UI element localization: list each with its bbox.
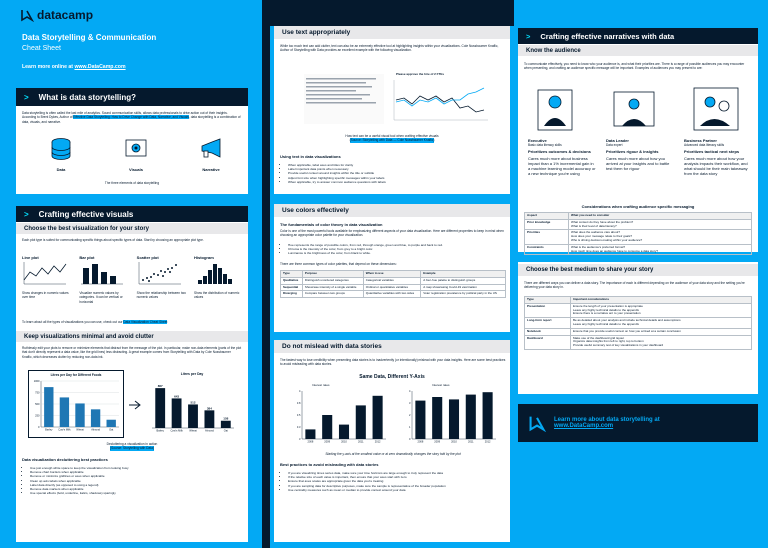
text-heading: Use text appropriately — [274, 26, 510, 39]
what-body: Data storytelling is often called the last mile of analytics. Sound communication skills, allows data professionals to drive action out of their insights. According to Brent Dykes, Author of Effective Data Storytelling: How to Drive Change with Data, Narrative, and Visuals, data storytelling is a combination of data, visuals, and narrative. — [22, 111, 241, 124]
table-row: Qualitative Distinguish unordered categories Categorical variables A four-hue palette to distinguish groups — [281, 277, 506, 284]
data-label: 512 — [190, 400, 196, 405]
tick-label: 1 — [409, 426, 411, 429]
learn-more-line: Learn more online at www.DataCamp.com — [22, 64, 126, 70]
audience-illustrations — [524, 82, 752, 134]
visuals-more: To learn about all the types of visualizations you can use, check out our Data Visualization Cheat Sheet — [22, 320, 168, 324]
column-divider — [262, 0, 270, 548]
business-partner-illustration — [694, 88, 738, 130]
table-header-row: Type Purpose When to use Example — [281, 271, 506, 278]
mislead-right-label: Interest rates — [432, 383, 450, 387]
category-label: 2008 — [417, 440, 424, 444]
table-row: Priorities What does the audience care about? How does your message relate to their goals? Who is driving decision-making within your audience? — [525, 230, 752, 244]
category-label: Barley — [156, 429, 164, 433]
executive-illustration — [538, 90, 572, 130]
category-label: Oat — [223, 429, 228, 433]
data-label: 867 — [157, 384, 163, 389]
category-label: Almond — [205, 429, 214, 433]
bar — [483, 392, 493, 439]
bar — [60, 397, 69, 427]
list-item: • If you are sampling data for descriptive purposes, make sure the sample is representative of the broader population — [288, 484, 506, 488]
list-item: • When applicable, try to answer common audience questions with labels — [288, 180, 506, 184]
tick-label: 2 — [409, 414, 411, 417]
bar — [466, 395, 476, 439]
category-label: Barley — [45, 428, 53, 432]
audience-business-partner: Business Partner Advanced data literacy skills Prioritizes tactical next steps Cares much more about how your analysis impacts their workflow, and what should be their main takeaway from the data story — [684, 138, 748, 177]
mislead-heading: Do not mislead with data stories — [274, 340, 510, 353]
visuals-subheading: Choose the best visualization for your story — [16, 223, 248, 234]
datacamp-logo[interactable] — [20, 8, 93, 22]
bar — [172, 398, 182, 428]
list-item: • If you are visualizing times series data, make sure your time horizons are large enough to truly represent the data — [288, 471, 506, 475]
tick-label: 1000 — [33, 380, 40, 383]
list-item: • Luminance is the brightness of the color, from black to white. — [288, 251, 506, 255]
text-example-chart — [300, 70, 490, 128]
audience-subheading: Know the audience — [518, 45, 758, 56]
three-elements — [36, 136, 236, 172]
zero-axis-chart — [400, 388, 500, 446]
list-item: • When applicable, label axes and titles for clarity — [288, 163, 506, 167]
truncated-axis-chart — [290, 388, 390, 446]
megaphone-icon — [198, 136, 224, 162]
cluttered-chart-title: Litres per Day for Different Foods — [50, 373, 102, 377]
category-label: Wheat — [189, 429, 197, 433]
line-plot-icon — [22, 260, 68, 286]
category-label: Cow's Milk — [58, 428, 71, 432]
tick-label: 3 — [409, 402, 411, 405]
mislead-left-label: Interest rates — [312, 383, 330, 387]
bar — [415, 401, 425, 439]
tick-label: 0 — [409, 438, 411, 441]
visuals-intro: Each plot type is suited for communicating specific things about specific types of data. Start by choosing an appropriate plot type. — [22, 238, 204, 242]
element-narrative: Narrative — [186, 136, 236, 172]
plot-types — [22, 255, 244, 304]
table-row: Notebook Ensure that you provide useful context on how you arrived at a certain conclusion — [525, 328, 752, 335]
what-heading: > What is data storytelling? — [16, 88, 248, 106]
data-label: 384 — [206, 406, 212, 411]
chevron-icon: > — [526, 31, 531, 41]
bar — [322, 415, 332, 439]
table-row: Presentation Ensure the length of your presentation is appropriate Leave any highly technical details to the appendix Ensure there is a narrative arc to your presentation — [525, 303, 752, 317]
list-item: • Remove data markers when applicable — [30, 487, 242, 491]
tick-label: 3 — [299, 438, 301, 441]
scatter-plot-icon — [137, 260, 183, 286]
audience-intro: To communicate effectively, you need to know who your audience is, and what their priorities are. There is a range of possible audiences you may encounter when presenting, and crafting an audience specific message will be important. Examples of audiences you may present to are: — [524, 62, 745, 71]
list-item: • Chroma is the intensity of the color, from grey to a bright color. — [288, 247, 506, 251]
decluttered-chart-title: Litres per Day — [180, 372, 204, 376]
database-icon — [48, 136, 74, 162]
list-item: • Provide useful context around insights within the title or subtitle — [288, 171, 506, 175]
medium-intro: There are different ways you can deliver a data story. The importance of each is different depending on the audience of your data story and the setting you're delivering your data story in. — [524, 281, 745, 290]
decluttered-chart — [146, 370, 238, 438]
text-best-title: Using text in data visualizations — [280, 154, 341, 159]
bar — [44, 387, 53, 427]
viz-cheatsheet-link[interactable]: Data Visualization Cheat Sheet — [123, 320, 168, 324]
tick-label: 500 — [35, 403, 40, 406]
declutter-best-list — [22, 466, 242, 495]
list-item: • Ensure that axes scales are appropriate given the data you're treating — [288, 479, 506, 483]
list-item: • Label important data points when necessary — [288, 167, 506, 171]
list-item: • Adjust font size when highlighting specific messages within your labels — [288, 176, 506, 180]
tick-label: 4 — [299, 390, 301, 393]
declutter-subheading: Keep visualizations minimal and avoid clutter — [16, 331, 248, 342]
list-item: • Use just enough white space to keep the visualization from looking busy — [30, 466, 242, 470]
bar — [305, 429, 315, 439]
table-row: Dashboard Make use of the dashboard grid layout Organize data insights from left to right, top to bottom Provide useful summary text of key visualizations in your dashboard — [525, 335, 752, 349]
bar — [204, 410, 214, 428]
table-row: Diverging Compare between two groups Quantitative variables with two sides Voter registration prevalence by political party in the US — [281, 291, 506, 298]
bar — [432, 397, 442, 439]
decluttered-bar-chart — [146, 376, 238, 436]
data-leader-illustration — [614, 92, 654, 126]
list-item: • Label data directly (as opposed to using a legend) — [30, 483, 242, 487]
table-header-row: Type Important considerations — [525, 297, 752, 304]
audience-types — [528, 138, 752, 176]
colors-fund-body: Color is one of the most powerful tools available for emphasizing different aspects of your data visualization. Here are different properties to keep in mind when choosing an appropriate color palette for your visualization. — [280, 229, 504, 238]
category-label: 2012 — [484, 440, 491, 444]
table-row: Prior knowledge What context do they have about the problem? What is their level of data literacy? — [525, 219, 752, 230]
audience-executive: Executive Basic data literacy skills Prioritizes outcomes & decisions Cares much more about business impact than a 1% incremental gain in a machine learning model accuracy or a new technique you're using — [528, 138, 596, 177]
declutter-intro: Ruthlessly edit your plots to remove or minimize elements that distract from the message of the plot. In particular, make non-data elements (parts of the plot that don't directly represent a data value, like the grid lines) less distracting. A great example comes from Storytelling with Data by Cole Nussbaumer Knaflic, which decreases clutter by reducing non-data ink. — [22, 346, 242, 359]
element-visuals: Visuals — [111, 136, 161, 172]
footer-link[interactable]: www.DataCamp.com — [554, 423, 614, 429]
colors-props — [280, 243, 506, 256]
plot-type-scatter: Scatter plot Show the relationship between two numeric values — [136, 255, 186, 300]
datacamp-icon — [20, 8, 34, 22]
bar — [91, 409, 100, 427]
learn-more-link[interactable]: www.DataCamp.com — [74, 64, 126, 70]
colors-fund-title: The fundamentals of color theory in data visualization — [280, 222, 383, 227]
bar — [373, 396, 383, 439]
audience-illustration — [524, 82, 752, 134]
category-label: 2010 — [451, 440, 457, 444]
text-chart-title: Please approve the hire of 2 FTEs — [396, 72, 445, 76]
arrow-right-icon — [128, 400, 142, 410]
bar — [107, 420, 116, 427]
bar — [75, 403, 84, 427]
tick-label: 3.3 — [296, 426, 301, 429]
elements-caption: The three elements of data storytelling — [104, 181, 160, 185]
medium-subheading: Choose the best medium to share your story — [518, 264, 758, 276]
tick-label: 4 — [409, 390, 411, 393]
considerations-title: Considerations when crafting audience specific messaging — [581, 204, 695, 209]
tick-label: 250 — [35, 414, 40, 418]
plot-type-bar: Bar plot Visualize numeric values by categories. It can be vertical or horizontal — [79, 255, 129, 304]
category-label: Wheat — [76, 428, 84, 432]
audience-data-leader: Data Leader Data expert Prioritizes rigour & insights Cares much more about how you arrived at your insights and to battle test them for rigour — [606, 138, 670, 172]
category-label: 2012 — [374, 440, 381, 444]
mislead-chart-title: Same Data, Different Y-Axis — [359, 374, 425, 380]
data-label: 643 — [174, 394, 180, 399]
cluttered-bar-chart — [29, 377, 123, 435]
declutter-caption: Decluttering a visualization in action (Source: Storytelling with Data) — [106, 442, 158, 451]
text-intro: While too much text can add clutter, text can also be an extremely effective tool at highlighting insights within your visualizations. Cole Nussbaumer Knaflic, Author of Storytelling with Data provides an excellent example with the following visualization. — [280, 44, 499, 53]
mislead-best-title: Best practices to avoid misleading with data stories — [280, 462, 379, 467]
list-item: • Remove chart borders when applicable — [30, 470, 242, 474]
category-label: Oat — [109, 428, 114, 432]
medium-table — [524, 296, 752, 350]
palette-table — [280, 270, 506, 298]
considerations-table — [524, 212, 752, 255]
chevron-icon: > — [24, 209, 29, 219]
category-label: 2011 — [468, 440, 474, 444]
category-label: 2010 — [341, 440, 347, 444]
colors-scales-intro: There are three common types of color palettes, that depend on these dimensions: — [280, 262, 397, 266]
bar — [449, 399, 459, 439]
plot-type-line: Line plot Show changes in numeric values over time — [22, 255, 69, 300]
list-item: • Use centrality measures such as mean or median to provide context around your data — [288, 488, 506, 492]
mislead-caption: Starting the y-axis at the smallest value or at zero dramatically changes the story told by the plot — [325, 452, 461, 456]
histogram-icon — [194, 260, 240, 286]
table-row: Constraints What is the audience's preferred format? How much time does an audience have to consume a data story? — [525, 244, 752, 255]
page-title: Data Storytelling & Communication — [22, 33, 157, 42]
tick-label: 0 — [38, 426, 40, 429]
bar — [221, 421, 231, 428]
list-item: • Hue represents the range of possible colors, from red, through orange, green and blue, to purple and back to red. — [288, 243, 506, 247]
narrative-heading: > Crafting effective narratives with data — [518, 28, 758, 44]
bar-plot-icon — [79, 260, 125, 286]
colors-heading: Use colors effectively — [274, 204, 510, 217]
plot-type-histogram: Histogram Show the distribution of numeric values — [193, 255, 240, 300]
category-label: 2011 — [358, 440, 364, 444]
list-item: • If the relative size of each value is important, then ensure that your axes start with zero — [288, 475, 506, 479]
datacamp-icon — [528, 414, 546, 432]
list-item: • Use special effects (bold, underline, italics, shadows) sparingly — [30, 491, 242, 495]
text-best-list — [280, 163, 506, 184]
table-row: Sequential Showcase intensity of a single variable Ordinal or quantitative variables A map showcasing Covid-19 vaccination — [281, 284, 506, 291]
cluttered-chart — [28, 370, 124, 438]
mislead-best-list — [280, 471, 506, 492]
bar — [188, 404, 198, 428]
chevron-icon: > — [24, 92, 29, 102]
page-subtitle: Cheat Sheet — [22, 45, 61, 52]
bar — [339, 425, 349, 439]
brand-name: datacamp — [37, 8, 94, 22]
list-item: • Remove or minimize gridlines or axes when applicable — [30, 474, 242, 478]
category-label: Almond — [91, 428, 100, 432]
footer-banner[interactable] — [518, 404, 758, 442]
tick-label: 750 — [35, 391, 40, 395]
eye-chart-icon — [123, 136, 149, 162]
category-label: Cow's Milk — [170, 429, 183, 433]
footer-line1: Learn more about data storytelling at — [554, 417, 660, 423]
category-label: 2008 — [307, 440, 314, 444]
mislead-intro: The fastest way to lose credibility when presenting data stories is to inadvertently (or intentionally) mislead with your data insights. Here are some best practices to avoid misleading with data stories. — [280, 358, 506, 367]
text-caption: How text can be a useful visual tool when crafting effective visuals (Source: Storytelling with Data — Cole Nussbaumer Knaflic) — [345, 134, 439, 143]
bar — [356, 405, 366, 439]
declutter-best-title: Data visualization decluttering best practices — [22, 457, 108, 462]
category-label: 2009 — [434, 440, 441, 444]
list-item: • Clean up axis labels when applicable — [30, 479, 242, 483]
element-data: Data — [36, 136, 86, 172]
tick-label: 3.5 — [296, 414, 301, 417]
bar — [155, 388, 165, 428]
category-label: 2009 — [324, 440, 331, 444]
ticket-volume-chart — [300, 70, 490, 128]
tick-label: 3.8 — [296, 402, 301, 405]
visuals-heading: > Crafting effective visuals — [16, 206, 248, 222]
table-header-row: Aspect What you need to consider — [525, 213, 752, 220]
book-link[interactable]: Effective Data Storytelling: How to Drive Change with Data, Narrative, and Visuals — [73, 115, 189, 120]
data-label: 158 — [223, 416, 229, 421]
table-row: Long-form report Be as detailed about your analysis and include technical details and assumptions Leave any highly technical details to the appendix — [525, 318, 752, 329]
